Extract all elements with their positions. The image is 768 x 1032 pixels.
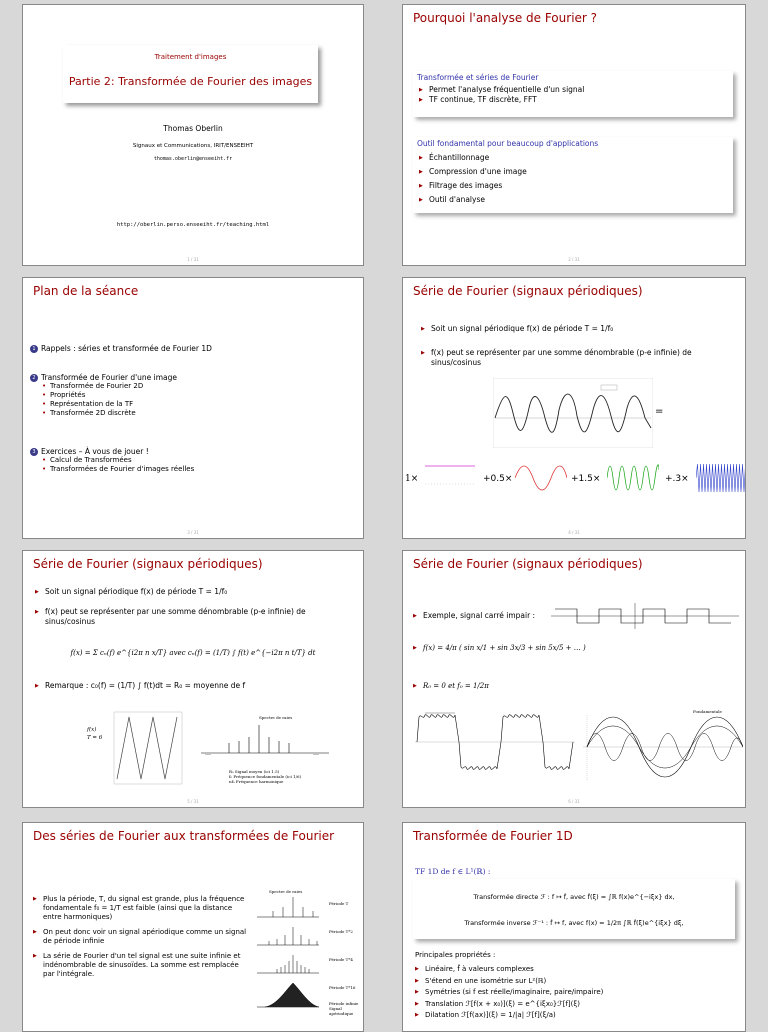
bullet: ▶ On peut donc voir un signal apériodique comme un signal de période infinie bbox=[33, 928, 251, 946]
bullet: ▶ Plus la période, T, du signal est grande, plus la fréquence fondamentale f₀ = 1/T est faible (ainsi que la distance entre harmoniques) bbox=[33, 895, 251, 922]
property-item: ▶ S'étend en une isométrie sur L²(ℝ) bbox=[415, 976, 737, 988]
slide-2 bbox=[402, 4, 746, 266]
list-item: ▶ Outil d'analyse bbox=[419, 195, 733, 205]
period-label: Période T*16 bbox=[329, 985, 356, 990]
spectrum-title: Spectre de raies bbox=[269, 889, 303, 894]
fourier-series-formula: f(x) = Σ cₙ(f) e^{i2π n x/T} avec cₙ(f) = (1/T) ∫ f(t) e^{−i2π n t/T} dt bbox=[70, 649, 316, 657]
legend-item: f₀ Fréquence fondamentale (ici 1/6) bbox=[229, 774, 302, 779]
fundamental-label: Fondamentale bbox=[693, 709, 722, 714]
bullet: ▶ f(x) = 4/π ( sin x/1 + sin 3x/3 + sin 5x/5 + … ) bbox=[413, 643, 743, 653]
page-number: 5 / 31 bbox=[187, 799, 199, 804]
property-item: ▶ Linéaire, f̂ à valeurs complexes bbox=[415, 964, 737, 976]
slide-3 bbox=[22, 277, 364, 539]
affiliation: Signaux et Communications, IRIT/ENSEEIHT bbox=[132, 143, 254, 149]
definition-box bbox=[413, 879, 735, 939]
square-wave-approximation-plot bbox=[415, 709, 575, 775]
presentation-title: Partie 2: Transformée de Fourier des images bbox=[68, 75, 313, 88]
slide-8 bbox=[402, 822, 746, 1032]
section-title: TF 1D de f ∈ L¹(ℝ) : bbox=[415, 867, 491, 876]
slide-1 bbox=[22, 4, 364, 266]
plan-item-3: 3 Exercices – À vous de jouer ! • Calcul de Transformées • Transformées de Fourier d'images réelles bbox=[30, 447, 194, 474]
spectra-stack-plot bbox=[257, 895, 319, 1013]
section-box-2 bbox=[413, 137, 733, 213]
slide-title: Plan de la séance bbox=[33, 284, 139, 298]
section-title: Transformée et séries de Fourier bbox=[417, 73, 539, 82]
wave-2 bbox=[515, 462, 567, 494]
period-label: Période T*4 bbox=[329, 957, 353, 962]
page-number: 4 / 31 bbox=[568, 530, 580, 535]
direct-transform: Transformée directe ℱ : f ↦ f̂, avec f̂(ξ) = ∫ℝ f(x)e^{−iξx} dx, bbox=[473, 893, 675, 901]
bullet: ▶ Exemple, signal carré impair : bbox=[413, 611, 743, 621]
wave-4 bbox=[696, 462, 746, 494]
period-label: T = 6 bbox=[87, 735, 103, 741]
svg-text:…: … bbox=[313, 750, 319, 757]
slide-7 bbox=[22, 822, 364, 1032]
section-box-1 bbox=[413, 71, 733, 117]
page-number: 2 / 31 bbox=[568, 257, 580, 262]
bullet: ▶ La série de Fourier d'un tel signal est une suite infinie et indénombrable de sinusoïdes. La somme est remplacée par l'intégrale. bbox=[33, 952, 251, 979]
teaching-url[interactable]: http://oberlin.perso.enseeiht.fr/teaching.html bbox=[116, 222, 270, 228]
list-item: ▶ Compression d'une image bbox=[419, 167, 733, 177]
spectrum-title: Spectre de raies bbox=[259, 715, 293, 720]
spectrum-legend bbox=[229, 769, 301, 784]
plan-label: Transformée de Fourier d'une image bbox=[41, 373, 178, 382]
triangle-signal-plot bbox=[113, 711, 183, 791]
period-label: Période T bbox=[329, 901, 349, 906]
slide-title: Pourquoi l'analyse de Fourier ? bbox=[413, 11, 598, 25]
fx-label: f(x) bbox=[87, 727, 97, 733]
plan-item-2: 2 Transformée de Fourier d'une image • Transformée de Fourier 2D • Propriétés • Représentation de la TF • Transformée 2D discrète bbox=[30, 373, 177, 418]
wave-1 bbox=[425, 464, 475, 494]
list-item: ▶ Échantillonnage bbox=[419, 153, 733, 163]
bullet: ▶ R₀ = 0 et f₀ = 1/2π bbox=[413, 681, 743, 691]
slide-6 bbox=[402, 550, 746, 808]
bullet: ▶ f(x) peut se représenter par une somme dénombrable (p-e infinie) de sinus/cosinus bbox=[35, 607, 357, 627]
slide-title: Série de Fourier (signaux périodiques) bbox=[413, 557, 643, 571]
plan-subitem: • Transformée de Fourier 2D bbox=[40, 382, 177, 391]
equals-sign: = bbox=[655, 406, 664, 417]
coef-3: +1.5× bbox=[571, 474, 601, 484]
list-item: ▶ Filtrage des images bbox=[419, 181, 733, 191]
page-number: 1 / 31 bbox=[187, 257, 199, 262]
list-item: ▶ Permet l'analyse fréquentielle d'un signal bbox=[419, 85, 733, 95]
property-item: ▶ Symétries (si f est réelle/imaginaire, paire/impaire) bbox=[415, 987, 737, 999]
plan-subitem: • Représentation de la TF bbox=[40, 400, 177, 409]
line-spectrum-plot bbox=[201, 721, 331, 761]
page-number: 6 / 31 bbox=[568, 799, 580, 804]
plan-subitem: • Transformées de Fourier d'images réelles bbox=[40, 465, 194, 474]
bullet: ▶ Remarque : c₀(f) = (1/T) ∫ f(t)dt = R₀ = moyenne de f bbox=[35, 681, 357, 691]
slide-title: Série de Fourier (signaux périodiques) bbox=[413, 284, 643, 298]
plan-item-1: 1 Rappels : séries et transformée de Fourier 1D bbox=[30, 344, 212, 353]
slide-4 bbox=[402, 277, 746, 539]
inverse-transform: Transformée inverse ℱ⁻¹ : f̂ ↦ f, avec f(x) = 1/2π ∫ℝ f̂(ξ)e^{iξx} dξ, bbox=[464, 919, 684, 927]
email: thomas.oberlin@enseeiht.fr bbox=[153, 156, 233, 162]
property-item: ▶ Translation ℱ[f(x + x₀)](ξ) = e^{iξx₀}ℱ[f](ξ) bbox=[415, 999, 737, 1011]
coef-4: +.3× bbox=[665, 474, 689, 484]
list-item: ▶ TF continue, TF discrète, FFT bbox=[419, 95, 733, 105]
plan-subitem: • Calcul de Transformées bbox=[40, 456, 194, 465]
period-labels bbox=[329, 901, 364, 1016]
course-label: Traitement d'images bbox=[154, 53, 227, 61]
properties-title: Principales propriétés : bbox=[415, 951, 496, 959]
square-wave-diagram bbox=[551, 603, 741, 629]
legend-item: R₀ Signal moyen (ici 1.5) bbox=[229, 769, 280, 774]
plan-label: Exercices – À vous de jouer ! bbox=[41, 447, 149, 456]
author-name: Thomas Oberlin bbox=[163, 124, 223, 133]
composite-signal-plot bbox=[493, 378, 653, 448]
plan-subitem: • Transformée 2D discrète bbox=[40, 409, 177, 418]
property-item: ▶ Dilatation ℱ[f(ax)](ξ) = 1/|a| ℱ[f](ξ/a) bbox=[415, 1010, 737, 1022]
section-title: Outil fondamental pour beaucoup d'applications bbox=[417, 139, 599, 148]
plan-label: Rappels : séries et transformée de Fourier 1D bbox=[41, 344, 212, 353]
coef-1: 1× bbox=[405, 474, 419, 484]
period-label: Période infinie Signal apériodique bbox=[329, 1001, 359, 1016]
plan-subitem: • Propriétés bbox=[40, 391, 177, 400]
bullet: ▶ Soit un signal périodique f(x) de période T = 1/f₀ bbox=[35, 587, 357, 597]
slide-title: Transformée de Fourier 1D bbox=[413, 829, 573, 843]
legend-item: nf₀ Fréquence harmonique bbox=[229, 779, 284, 784]
bullet: ▶ Soit un signal périodique f(x) de période T = 1/f₀ bbox=[421, 324, 736, 334]
page-number: 3 / 31 bbox=[187, 530, 199, 535]
slide-title: Des séries de Fourier aux transformées de Fourier bbox=[33, 829, 335, 843]
svg-text:…: … bbox=[205, 750, 211, 757]
slide-5 bbox=[22, 550, 364, 808]
wave-3 bbox=[607, 462, 659, 494]
title-box bbox=[63, 45, 318, 103]
period-label: Période T*2 bbox=[329, 929, 353, 934]
slide-title: Série de Fourier (signaux périodiques) bbox=[33, 557, 263, 571]
coef-2: +0.5× bbox=[483, 474, 513, 484]
bullet: ▶ f(x) peut se représenter par une somme dénombrable (p-e infinie) de sinus/cosinus bbox=[421, 348, 736, 368]
harmonics-plot bbox=[583, 711, 743, 783]
